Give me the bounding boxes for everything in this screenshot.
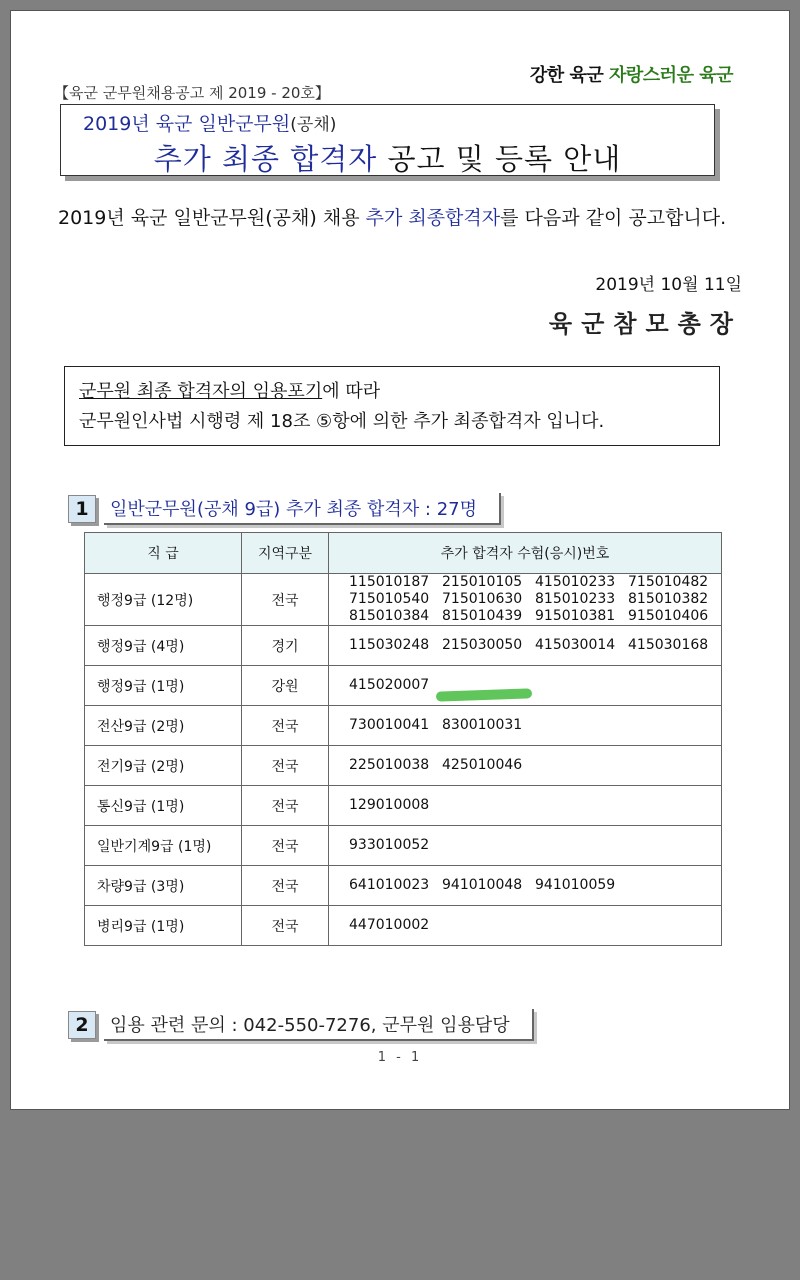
cell-numbers	[329, 706, 722, 746]
notice-line2: 군무원인사법 시행령 제 18조 ⑤항에 의한 추가 최종합격자 입니다.	[79, 411, 605, 432]
section-2-heading	[68, 1010, 534, 1040]
title-line1	[83, 109, 336, 136]
cell-grade: 행정9급 (12명)	[85, 574, 242, 626]
table-row	[85, 626, 722, 666]
intro-before: 2019년 육군 일반군무원(공채) 채용	[58, 207, 366, 229]
applicant-number: 415030168	[628, 637, 709, 653]
number-line	[349, 877, 721, 894]
cell-numbers	[329, 826, 722, 866]
applicant-number: 933010052	[349, 837, 430, 853]
cell-grade: 차량9급 (3명)	[85, 866, 242, 906]
announcement-date: 2019년 10월 11일	[595, 275, 742, 295]
applicant-number: 730010041	[349, 717, 430, 733]
table-header-row	[85, 533, 722, 574]
section-1-number: 1	[68, 495, 96, 523]
applicant-number: 915010406	[628, 608, 709, 624]
cell-numbers	[329, 666, 722, 706]
cell-numbers	[329, 746, 722, 786]
applicant-number: 815010233	[535, 591, 616, 607]
applicant-number: 815010384	[349, 608, 430, 624]
applicant-number: 225010038	[349, 757, 430, 773]
cell-grade: 전기9급 (2명)	[85, 746, 242, 786]
number-line	[349, 917, 721, 934]
table-row	[85, 786, 722, 826]
cell-numbers	[329, 626, 722, 666]
title-line1-text: 2019년 육군 일반군무원	[83, 113, 291, 135]
page-number: 1 - 1	[377, 1050, 423, 1065]
applicant-number: 115030248	[349, 637, 430, 653]
applicant-number: 447010002	[349, 917, 430, 933]
cell-region: 전국	[242, 574, 329, 626]
army-slogan	[530, 61, 733, 87]
intro-paragraph	[58, 202, 728, 234]
table-body	[85, 574, 722, 946]
applicant-number: 115010187	[349, 574, 430, 590]
header-grade: 직 급	[85, 533, 242, 574]
applicant-number: 415010233	[535, 574, 616, 590]
applicant-number: 129010008	[349, 797, 430, 813]
results-table	[84, 532, 722, 946]
cell-grade: 전산9급 (2명)	[85, 706, 242, 746]
section-1-label: 일반군무원(공채 9급) 추가 최종 합격자 : 27명	[104, 493, 501, 525]
header-numbers: 추가 합격자 수험(응시)번호	[329, 533, 722, 574]
title-box	[60, 104, 715, 176]
number-line	[349, 677, 721, 694]
cell-region: 전국	[242, 706, 329, 746]
section-1-heading	[68, 494, 501, 524]
table-row	[85, 666, 722, 706]
table-row	[85, 746, 722, 786]
cell-grade: 행정9급 (4명)	[85, 626, 242, 666]
cell-region: 전국	[242, 786, 329, 826]
applicant-number: 815010382	[628, 591, 709, 607]
notice-line1-rest: 에 따라	[322, 381, 381, 402]
cell-region: 전국	[242, 906, 329, 946]
cell-region: 전국	[242, 826, 329, 866]
notice-box	[64, 366, 720, 446]
applicant-number: 715010630	[442, 591, 523, 607]
table-row	[85, 574, 722, 626]
cell-region: 전국	[242, 746, 329, 786]
applicant-number: 715010540	[349, 591, 430, 607]
title-highlight: 추가 최종 합격자	[153, 142, 378, 176]
cell-numbers	[329, 906, 722, 946]
table-row	[85, 906, 722, 946]
applicant-number: 715010482	[628, 574, 709, 590]
cell-numbers	[329, 574, 722, 626]
document-number: 【육군 군무원채용공고 제 2019 - 20호】	[54, 84, 330, 102]
number-line	[349, 797, 721, 814]
number-line	[349, 637, 721, 654]
table-row	[85, 866, 722, 906]
notice-line1	[79, 377, 705, 407]
table-row	[85, 826, 722, 866]
cell-grade: 행정9급 (1명)	[85, 666, 242, 706]
number-line	[349, 757, 721, 774]
cell-grade: 병리9급 (1명)	[85, 906, 242, 946]
number-line	[349, 837, 721, 854]
section-2-number: 2	[68, 1011, 96, 1039]
intro-after: 를 다음과 같이 공고합니다.	[500, 207, 727, 229]
section-2-label: 임용 관련 문의 : 042-550-7276, 군무원 임용담당	[104, 1009, 534, 1041]
slogan-part1: 강한 육군	[529, 65, 604, 86]
table-row	[85, 706, 722, 746]
header-region: 지역구분	[242, 533, 329, 574]
intro-highlight: 추가 최종합격자	[365, 207, 501, 229]
title-line1-paren: (공채)	[290, 115, 337, 135]
applicant-number: 215030050	[442, 637, 523, 653]
applicant-number: 815010439	[442, 608, 523, 624]
applicant-number: 425010046	[442, 757, 523, 773]
cell-region: 경기	[242, 626, 329, 666]
number-line	[349, 717, 721, 734]
page-title	[61, 137, 714, 178]
applicant-number: 941010059	[535, 877, 616, 893]
applicant-number: 215010105	[442, 574, 523, 590]
cell-region: 전국	[242, 866, 329, 906]
notice-underlined: 군무원 최종 합격자의 임용포기	[79, 381, 323, 402]
number-line	[349, 608, 721, 625]
signature: 육군참모총장	[548, 310, 742, 338]
slogan-part2: 자랑스러운 육군	[609, 65, 733, 86]
number-line	[349, 591, 721, 608]
cell-region: 강원	[242, 666, 329, 706]
applicant-number: 830010031	[442, 717, 523, 733]
title-rest: 공고 및 등록 안내	[377, 142, 622, 176]
cell-grade: 통신9급 (1명)	[85, 786, 242, 826]
cell-grade: 일반기계9급 (1명)	[85, 826, 242, 866]
applicant-number: 415020007	[349, 677, 430, 693]
number-line	[349, 574, 721, 591]
applicant-number: 415030014	[535, 637, 616, 653]
applicant-number: 641010023	[349, 877, 430, 893]
cell-numbers	[329, 786, 722, 826]
applicant-number: 941010048	[442, 877, 523, 893]
applicant-number: 915010381	[535, 608, 616, 624]
cell-numbers	[329, 866, 722, 906]
